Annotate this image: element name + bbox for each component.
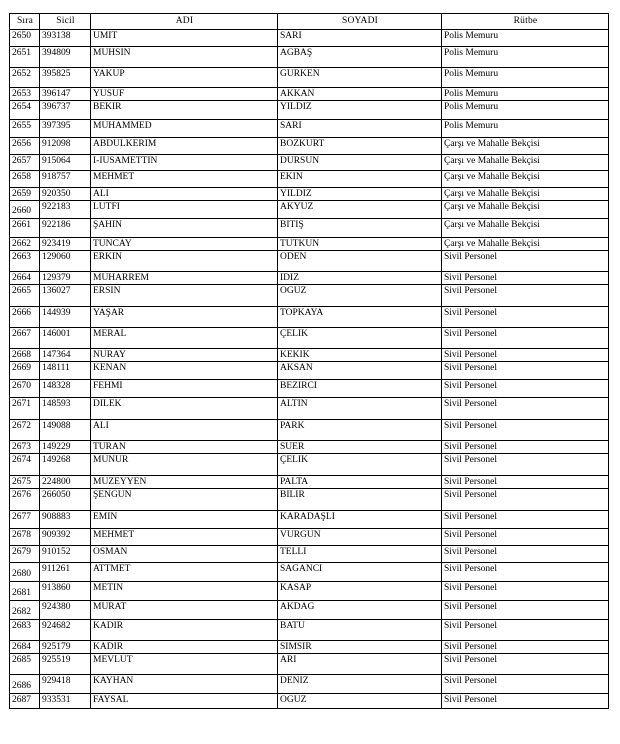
cell-sicil: 908883 [40, 511, 91, 529]
cell-rutbe: Sivil Personel [442, 349, 609, 362]
table-row[interactable] [10, 47, 609, 68]
cell-sira: 2657 [10, 155, 40, 171]
table-row[interactable] [10, 219, 609, 238]
cell-sira: 2674 [10, 454, 40, 476]
cell-soyadi: VURGUN [278, 529, 442, 546]
cell-sira: 2650 [10, 30, 40, 47]
cell-adi: KADIR [91, 641, 278, 654]
cell-rutbe: Sivil Personel [442, 654, 609, 675]
cell-soyadi: YILDIZ [278, 188, 442, 201]
table-row[interactable] [10, 101, 609, 120]
cell-adi: MUZEYYEN [91, 476, 278, 489]
cell-rutbe: Polis Memuru [442, 88, 609, 101]
personnel-table [9, 13, 609, 709]
table-row[interactable] [10, 88, 609, 101]
cell-sira: 2652 [10, 68, 40, 88]
cell-adi: MERAL [91, 328, 278, 349]
table-row[interactable] [10, 398, 609, 420]
cell-sira: 2682 [10, 601, 40, 620]
cell-rutbe: Sivil Personel [442, 380, 609, 398]
cell-soyadi: DENIZ [278, 675, 442, 694]
table-row[interactable] [10, 171, 609, 188]
table-row[interactable] [10, 546, 609, 563]
cell-rutbe: Sivil Personel [442, 546, 609, 563]
cell-soyadi: SARI [278, 120, 442, 138]
cell-sicil: 396737 [40, 101, 91, 120]
cell-sira: 2687 [10, 694, 40, 709]
cell-soyadi: ODEN [278, 251, 442, 272]
cell-rutbe: Çarşı ve Mahalle Bekçisi [442, 219, 609, 238]
cell-adi: YAKUP [91, 68, 278, 88]
cell-rutbe: Polis Memuru [442, 120, 609, 138]
cell-adi: KADIR [91, 620, 278, 641]
cell-soyadi: BEZIRCI [278, 380, 442, 398]
cell-adi: FAYSAL [91, 694, 278, 709]
cell-adi: ERSIN [91, 285, 278, 307]
cell-sicil: 922183 [40, 201, 91, 219]
column-header-adi: ADI [91, 14, 278, 30]
table-row[interactable] [10, 251, 609, 272]
cell-sicil: 129379 [40, 272, 91, 285]
cell-sira: 2685 [10, 654, 40, 675]
cell-sicil: 915064 [40, 155, 91, 171]
table-row[interactable] [10, 380, 609, 398]
cell-soyadi: AKYUZ [278, 201, 442, 219]
table-row[interactable] [10, 188, 609, 201]
cell-sira: 2662 [10, 238, 40, 251]
cell-adi: MUHSIN [91, 47, 278, 68]
cell-sicil: 909392 [40, 529, 91, 546]
table-row[interactable] [10, 307, 609, 328]
cell-rutbe: Polis Memuru [442, 101, 609, 120]
cell-rutbe: Sivil Personel [442, 641, 609, 654]
table-row[interactable] [10, 654, 609, 675]
cell-rutbe: Çarşı ve Mahalle Bekçisi [442, 201, 609, 219]
cell-rutbe: Sivil Personel [442, 511, 609, 529]
cell-sicil: 148593 [40, 398, 91, 420]
cell-adi: KENAN [91, 362, 278, 380]
cell-sicil: 394809 [40, 47, 91, 68]
table-row[interactable] [10, 420, 609, 441]
cell-adi: BEKIR [91, 101, 278, 120]
cell-rutbe: Sivil Personel [442, 582, 609, 601]
cell-rutbe: Sivil Personel [442, 251, 609, 272]
cell-adi: LUTFI [91, 201, 278, 219]
cell-rutbe: Sivil Personel [442, 328, 609, 349]
cell-soyadi: PALTA [278, 476, 442, 489]
table-row[interactable] [10, 362, 609, 380]
table-body [10, 30, 609, 709]
table-header [10, 14, 609, 30]
cell-sicil: 144939 [40, 307, 91, 328]
cell-adi: OSMAN [91, 546, 278, 563]
table-row[interactable] [10, 285, 609, 307]
cell-sira: 2681 [10, 582, 40, 601]
cell-soyadi: SIMSIR [278, 641, 442, 654]
cell-rutbe: Sivil Personel [442, 420, 609, 441]
cell-rutbe: Sivil Personel [442, 489, 609, 511]
cell-sicil: 911261 [40, 563, 91, 582]
cell-adi: KAYHAN [91, 675, 278, 694]
cell-soyadi: TUTKUN [278, 238, 442, 251]
cell-adi: ERKIN [91, 251, 278, 272]
cell-adi: MUNUR [91, 454, 278, 476]
table-row[interactable] [10, 529, 609, 546]
cell-soyadi: YILDIZ [278, 101, 442, 120]
cell-soyadi: KEKIK [278, 349, 442, 362]
table-row[interactable] [10, 441, 609, 454]
column-header-sira: Sıra [10, 14, 40, 30]
cell-sicil: 925519 [40, 654, 91, 675]
cell-sira: 2656 [10, 138, 40, 155]
cell-rutbe: Çarşı ve Mahalle Bekçisi [442, 238, 609, 251]
table-row[interactable] [10, 68, 609, 88]
cell-sira: 2686 [10, 675, 40, 694]
cell-sira: 2673 [10, 441, 40, 454]
cell-sicil: 912098 [40, 138, 91, 155]
cell-sicil: 396147 [40, 88, 91, 101]
cell-sira: 2675 [10, 476, 40, 489]
cell-sira: 2671 [10, 398, 40, 420]
cell-soyadi: TOPKAYA [278, 307, 442, 328]
table-row[interactable] [10, 120, 609, 138]
cell-sicil: 918757 [40, 171, 91, 188]
personnel-table-container [9, 13, 608, 709]
cell-sicil: 224800 [40, 476, 91, 489]
cell-sira: 2667 [10, 328, 40, 349]
cell-rutbe: Çarşı ve Mahalle Bekçisi [442, 138, 609, 155]
cell-sira: 2654 [10, 101, 40, 120]
cell-sicil: 148328 [40, 380, 91, 398]
cell-sira: 2653 [10, 88, 40, 101]
cell-soyadi: TELLI [278, 546, 442, 563]
cell-sicil: 925179 [40, 641, 91, 654]
cell-soyadi: KARADAŞLI [278, 511, 442, 529]
cell-adi: TURAN [91, 441, 278, 454]
cell-sira: 2677 [10, 511, 40, 529]
table-row[interactable] [10, 349, 609, 362]
cell-adi: UMIT [91, 30, 278, 47]
cell-adi: ATTMET [91, 563, 278, 582]
cell-sira: 2670 [10, 380, 40, 398]
cell-adi: MEVLUT [91, 654, 278, 675]
cell-sicil: 149088 [40, 420, 91, 441]
cell-rutbe: Sivil Personel [442, 285, 609, 307]
column-header-soyadi: SOYADI [278, 14, 442, 30]
cell-adi: I-IUSAMETTIN [91, 155, 278, 171]
cell-sira: 2658 [10, 171, 40, 188]
cell-rutbe: Sivil Personel [442, 476, 609, 489]
table-row[interactable] [10, 454, 609, 476]
table-row[interactable] [10, 601, 609, 620]
table-row[interactable] [10, 272, 609, 285]
cell-soyadi: BOZKURT [278, 138, 442, 155]
table-row[interactable] [10, 489, 609, 511]
cell-rutbe: Sivil Personel [442, 620, 609, 641]
cell-soyadi: AKSAN [278, 362, 442, 380]
cell-soyadi: BILIR [278, 489, 442, 511]
cell-rutbe: Sivil Personel [442, 601, 609, 620]
cell-sira: 2655 [10, 120, 40, 138]
cell-sicil: 922186 [40, 219, 91, 238]
cell-adi: METIN [91, 582, 278, 601]
cell-adi: DILEK [91, 398, 278, 420]
cell-sira: 2684 [10, 641, 40, 654]
cell-sira: 2672 [10, 420, 40, 441]
cell-sira: 2659 [10, 188, 40, 201]
cell-adi: YAŞAR [91, 307, 278, 328]
cell-adi: MUHARREM [91, 272, 278, 285]
cell-sicil: 146001 [40, 328, 91, 349]
cell-soyadi: AKDAG [278, 601, 442, 620]
cell-sicil: 924682 [40, 620, 91, 641]
cell-adi: MEHMET [91, 171, 278, 188]
cell-sira: 2651 [10, 47, 40, 68]
cell-adi: ALI [91, 188, 278, 201]
cell-soyadi: ARI [278, 654, 442, 675]
cell-sira: 2678 [10, 529, 40, 546]
cell-sicil: 266050 [40, 489, 91, 511]
table-row[interactable] [10, 328, 609, 349]
cell-rutbe: Sivil Personel [442, 563, 609, 582]
cell-sira: 2668 [10, 349, 40, 362]
cell-sicil: 913860 [40, 582, 91, 601]
table-row[interactable] [10, 476, 609, 489]
cell-adi: YUSUF [91, 88, 278, 101]
cell-soyadi: IDIZ [278, 272, 442, 285]
cell-soyadi: ÇELIK [278, 454, 442, 476]
cell-sicil: 920350 [40, 188, 91, 201]
cell-soyadi: SARI [278, 30, 442, 47]
cell-sicil: 933531 [40, 694, 91, 709]
column-header-sicil: Sicil [40, 14, 91, 30]
cell-rutbe: Polis Memuru [442, 47, 609, 68]
table-row[interactable] [10, 675, 609, 694]
cell-adi: NURAY [91, 349, 278, 362]
table-row[interactable] [10, 238, 609, 251]
cell-rutbe: Sivil Personel [442, 529, 609, 546]
cell-sira: 2683 [10, 620, 40, 641]
cell-sicil: 149229 [40, 441, 91, 454]
table-row[interactable] [10, 563, 609, 582]
table-row[interactable] [10, 511, 609, 529]
cell-adi: MUHAMMED [91, 120, 278, 138]
cell-soyadi: ALTIN [278, 398, 442, 420]
cell-sicil: 910152 [40, 546, 91, 563]
cell-rutbe: Sivil Personel [442, 362, 609, 380]
cell-sira: 2664 [10, 272, 40, 285]
cell-rutbe: Sivil Personel [442, 441, 609, 454]
cell-sira: 2665 [10, 285, 40, 307]
cell-rutbe: Çarşı ve Mahalle Bekçisi [442, 155, 609, 171]
cell-adi: FEHMI [91, 380, 278, 398]
cell-adi: TUNCAY [91, 238, 278, 251]
column-header-rutbe: Rütbe [442, 14, 609, 30]
cell-adi: MEHMET [91, 529, 278, 546]
cell-soyadi: SUER [278, 441, 442, 454]
cell-soyadi: AKKAN [278, 88, 442, 101]
cell-adi: EMIN [91, 511, 278, 529]
cell-sira: 2663 [10, 251, 40, 272]
cell-sicil: 923419 [40, 238, 91, 251]
cell-rutbe: Sivil Personel [442, 694, 609, 709]
cell-rutbe: Sivil Personel [442, 454, 609, 476]
cell-sicil: 129060 [40, 251, 91, 272]
cell-rutbe: Polis Memuru [442, 68, 609, 88]
cell-sicil: 147364 [40, 349, 91, 362]
cell-sicil: 393138 [40, 30, 91, 47]
cell-sicil: 924380 [40, 601, 91, 620]
cell-sira: 2660 [10, 201, 40, 219]
cell-rutbe: Sivil Personel [442, 675, 609, 694]
cell-sira: 2679 [10, 546, 40, 563]
table-row[interactable] [10, 694, 609, 709]
cell-sira: 2676 [10, 489, 40, 511]
cell-rutbe: Sivil Personel [442, 398, 609, 420]
table-row[interactable] [10, 582, 609, 601]
cell-sicil: 149268 [40, 454, 91, 476]
cell-soyadi: OGUZ [278, 694, 442, 709]
table-row[interactable] [10, 138, 609, 155]
cell-rutbe: Sivil Personel [442, 272, 609, 285]
cell-adi: ŞAHIN [91, 219, 278, 238]
cell-rutbe: Polis Memuru [442, 30, 609, 47]
cell-soyadi: BITIŞ [278, 219, 442, 238]
cell-soyadi: SAGANCI [278, 563, 442, 582]
cell-adi: ABDULKERIM [91, 138, 278, 155]
table-row[interactable] [10, 155, 609, 171]
cell-sira: 2666 [10, 307, 40, 328]
cell-soyadi: AGBAŞ [278, 47, 442, 68]
cell-sira: 2669 [10, 362, 40, 380]
cell-sicil: 929418 [40, 675, 91, 694]
cell-soyadi: DURSUN [278, 155, 442, 171]
cell-sicil: 395825 [40, 68, 91, 88]
cell-soyadi: GURKEN [278, 68, 442, 88]
cell-soyadi: EKIN [278, 171, 442, 188]
cell-sicil: 397395 [40, 120, 91, 138]
cell-soyadi: PARK [278, 420, 442, 441]
table-row[interactable] [10, 620, 609, 641]
cell-sicil: 148111 [40, 362, 91, 380]
cell-adi: ALI [91, 420, 278, 441]
table-header-row [10, 14, 609, 30]
cell-adi: ŞENGUN [91, 489, 278, 511]
table-row[interactable] [10, 30, 609, 47]
cell-sira: 2661 [10, 219, 40, 238]
cell-sira: 2680 [10, 563, 40, 582]
cell-rutbe: Sivil Personel [442, 307, 609, 328]
cell-soyadi: ÇELIK [278, 328, 442, 349]
cell-adi: MURAT [91, 601, 278, 620]
cell-soyadi: OGUZ [278, 285, 442, 307]
cell-rutbe: Çarşı ve Mahalle Bekçisi [442, 171, 609, 188]
cell-soyadi: KASAP [278, 582, 442, 601]
table-row[interactable] [10, 641, 609, 654]
cell-soyadi: BATU [278, 620, 442, 641]
cell-sicil: 136027 [40, 285, 91, 307]
table-row[interactable] [10, 201, 609, 219]
cell-rutbe: Çarşı ve Mahalle Bekçisi [442, 188, 609, 201]
